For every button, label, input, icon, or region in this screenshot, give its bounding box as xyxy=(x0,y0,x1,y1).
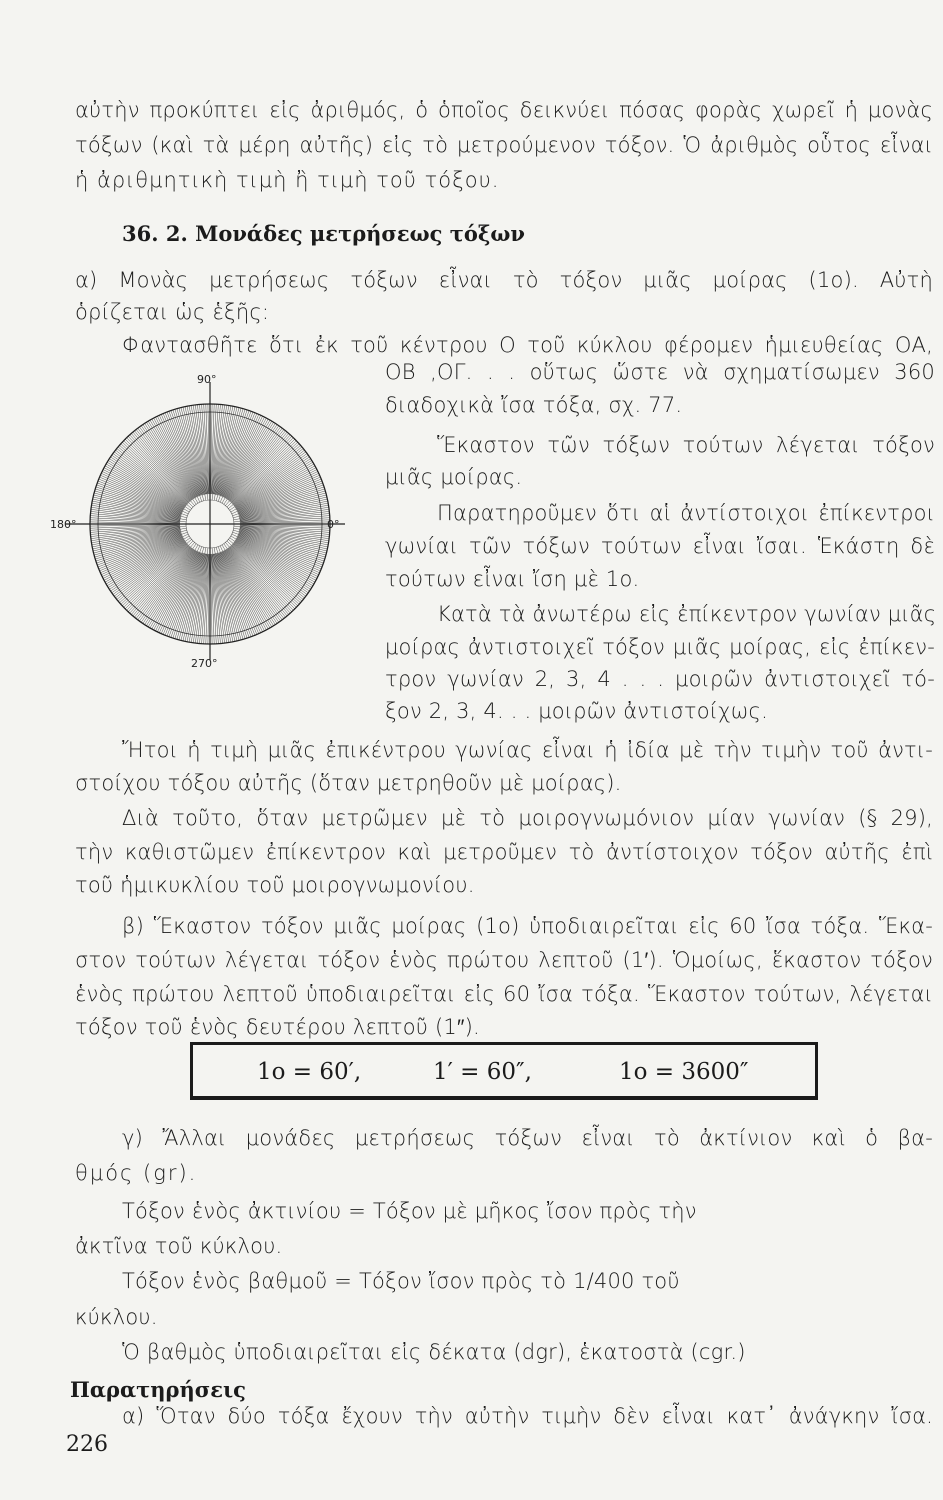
degree-ray xyxy=(237,536,319,573)
formula-box xyxy=(190,1042,818,1100)
para-c-line-5: Τόξον ἑνὸς βαθμοῦ = Τόξον ἴσον πρὸς τὸ 1/400 τοῦ xyxy=(122,1269,680,1293)
intro-line-2: τόξων (καὶ τὰ μέρη αὐτῆς) εἰς τὸ μετρούμενον τόξον. Ὁ ἀριθμὸς οὗτος εἶναι xyxy=(75,133,933,157)
right-line-4: μιᾶς μοίρας. xyxy=(385,465,523,489)
para-a-line-1: α) Μονὰς μετρήσεως τόξων εἶναι τὸ τόξον μιᾶς μοίρας (1ο). Αὐτὴ xyxy=(75,268,933,292)
imagine-line: Φαντασθῆτε ὅτι ἐκ τοῦ κέντρου Ο τοῦ κύκλου φέρομεν ἡμιευθείας ΟΑ, xyxy=(122,333,933,357)
para-c-line-7: Ὁ βαθμὸς ὑποδιαιρεῖται εἰς δέκατα (dgr), ἑκατοστὰ (cgr.) xyxy=(122,1340,746,1364)
degree-ray xyxy=(161,414,198,496)
right-line-7: τούτων εἶναι ἴση μὲ 1ο. xyxy=(385,567,640,591)
degree-circle-figure xyxy=(45,370,345,670)
right-line-3: Ἕκαστον τῶν τόξων τούτων λέγεται τόξον xyxy=(437,433,935,457)
label-0: 0° xyxy=(327,518,340,531)
degree-ray xyxy=(92,530,180,547)
body-line-9: τόξον τοῦ ἑνὸς δευτέρου λεπτοῦ (1″). xyxy=(75,1015,480,1039)
right-line-8: Κατὰ τὰ ἀνωτέρω εἰς ἐπίκεντρον γωνίαν μιᾶς xyxy=(437,602,937,626)
para-c-line-1: γ) Ἄλλαι μονάδες μετρήσεως τόξων εἶναι τὸ ἀκτίνιον καὶ ὁ βα- xyxy=(122,1126,933,1150)
degree-ray xyxy=(187,406,204,494)
formula-minute-seconds: 1′ = 60″, xyxy=(433,1059,532,1085)
formula-degree-minutes: 1ο = 60′, xyxy=(257,1059,362,1085)
degree-ray xyxy=(143,425,193,500)
para-c-line-6: κύκλου. xyxy=(75,1305,158,1329)
right-line-2: διαδοχικὰ ἴσα τόξα, σχ. 77. xyxy=(385,393,683,417)
degree-ray xyxy=(161,551,198,633)
body-line-8: ἑνὸς πρώτου λεπτοῦ ὑποδιαιρεῖται εἰς 60 ἴσα τόξα. Ἕκαστον τούτων, λέγεται xyxy=(75,982,933,1006)
right-line-10: τρον γωνίαν 2, 3, 4 . . . μοιρῶν ἀντιστοιχεῖ τό- xyxy=(385,667,935,691)
degree-ray xyxy=(222,414,259,496)
degree-ray xyxy=(222,551,259,633)
degree-ray xyxy=(143,549,193,624)
para-c-line-4: ἀκτῖνα τοῦ κύκλου. xyxy=(75,1234,283,1258)
right-line-11: ξον 2, 3, 4. . . μοιρῶν ἀντιστοίχως. xyxy=(385,699,768,723)
degree-ray xyxy=(227,425,277,500)
degree-ray xyxy=(235,457,310,507)
degree-ray xyxy=(92,501,180,518)
body-line-3: Διὰ τοῦτο, ὅταν μετρῶμεν μὲ τὸ μοιρογνωμόνιον μίαν γωνίαν (§ 29), xyxy=(122,806,933,830)
degree-ray xyxy=(111,541,186,591)
degree-ray xyxy=(227,549,277,624)
degree-ray xyxy=(216,553,233,641)
label-180: 180° xyxy=(50,518,77,531)
degree-ray xyxy=(111,457,186,507)
body-line-5: τοῦ ἡμικυκλίου τοῦ μοιρογνωμονίου. xyxy=(75,873,475,897)
page-number: 226 xyxy=(66,1432,108,1457)
formula-degree-seconds: 1ο = 3600″ xyxy=(619,1059,749,1085)
para-a-line-2: ὁρίζεται ὡς ἑξῆς: xyxy=(75,300,270,324)
label-270: 270° xyxy=(191,657,218,670)
right-line-5: Παρατηροῦμεν ὅτι αἱ ἀντίστοιχοι ἐπίκεντροι xyxy=(437,501,935,525)
section-heading: 36. 2. Μονάδες μετρήσεως τόξων xyxy=(122,221,525,246)
degree-ray xyxy=(239,501,327,518)
degree-ray xyxy=(100,475,182,512)
degree-ray xyxy=(235,541,310,591)
remark-a: α) Ὅταν δύο τόξα ἔχουν τὴν αὐτὴν τιμὴν δὲν εἶναι κατ᾽ ἀνάγκην ἴσα. xyxy=(122,1404,933,1428)
label-90: 90° xyxy=(197,373,217,386)
degree-ray xyxy=(239,530,327,547)
body-line-6: β) Ἕκαστον τόξον μιᾶς μοίρας (1ο) ὑποδιαιρεῖται εἰς 60 ἴσα τόξα. Ἕκα- xyxy=(122,914,933,938)
body-line-7: στον τούτων λέγεται τόξον ἑνὸς πρώτου λεπτοῦ (1′). Ὁμοίως, ἕκαστον τόξον xyxy=(75,948,933,972)
right-line-6: γωνίαι τῶν τόξων τούτων εἶναι ἴσαι. Ἑκάστη δὲ xyxy=(385,534,935,558)
degree-ray xyxy=(237,475,319,512)
degree-ray xyxy=(100,536,182,573)
right-line-1: ΟΒ ,ΟΓ. . . οὕτως ὥστε νὰ σχηματίσωμεν 360 xyxy=(385,360,935,384)
para-c-line-2: θμός (gr). xyxy=(75,1161,198,1185)
degree-ray xyxy=(216,406,233,494)
body-line-1: Ἤτοι ἡ τιμὴ μιᾶς ἐπικέντρου γωνίας εἶναι ἡ ἰδία μὲ τὴν τιμὴν τοῦ ἀντι- xyxy=(122,738,933,762)
intro-line-3: ἡ ἀριθμητικὴ τιμὴ ἢ τιμὴ τοῦ τόξου. xyxy=(75,168,500,192)
degree-ray xyxy=(187,553,204,641)
body-line-2: στοίχου τόξου αὐτῆς (ὅταν μετρηθοῦν μὲ μοίρας). xyxy=(75,771,622,795)
remarks-heading: Παρατηρήσεις xyxy=(70,1377,246,1402)
right-line-9: μοίρας ἀντιστοιχεῖ τόξον μιᾶς μοίρας, εἰς ἐπίκεν- xyxy=(385,635,935,659)
intro-line-1: αὐτὴν προκύπτει εἰς ἀριθμός, ὁ ὁποῖος δεικνύει πόσας φορὰς χωρεῖ ἡ μονὰς xyxy=(75,98,933,122)
para-c-line-3: Τόξον ἑνὸς ἀκτινίου = Τόξον μὲ μῆκος ἴσον πρὸς τὴν xyxy=(122,1199,697,1223)
body-line-4: τὴν καθιστῶμεν ἐπίκεντρον καὶ μετροῦμεν τὸ ἀντίστοιχον τόξον αὐτῆς ἐπὶ xyxy=(75,840,933,864)
